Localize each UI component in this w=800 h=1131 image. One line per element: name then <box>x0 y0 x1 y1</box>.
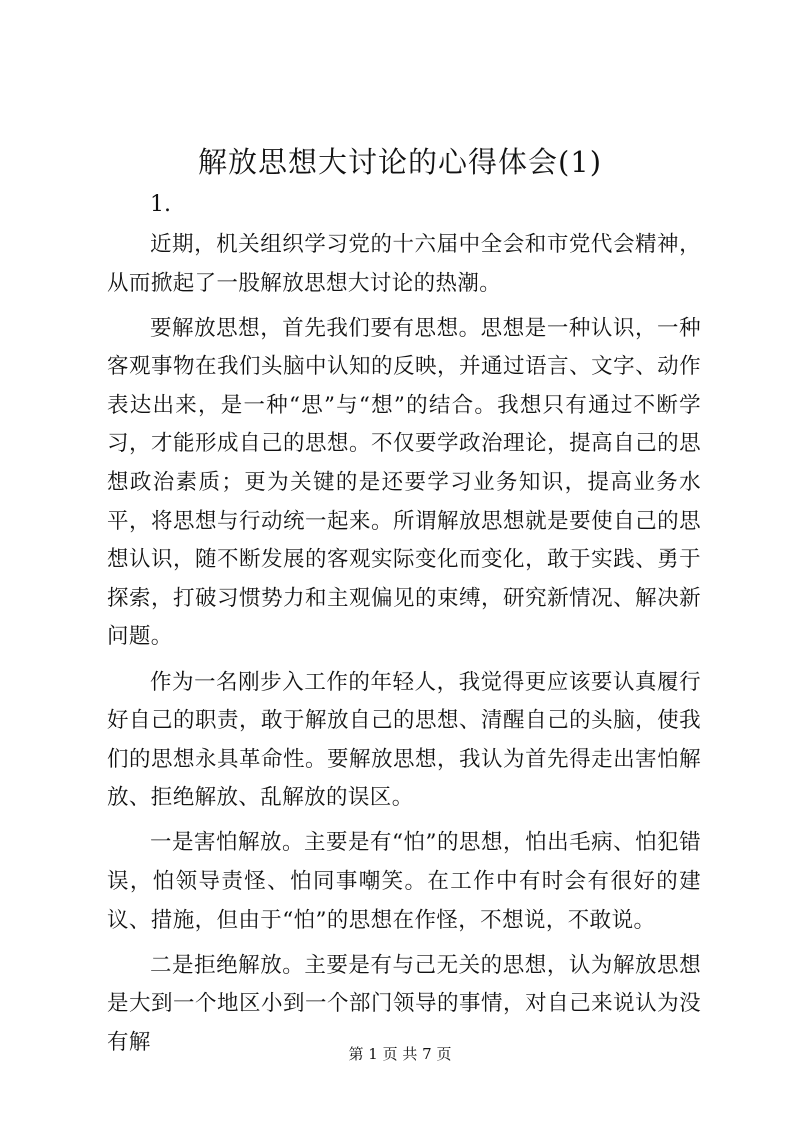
document-body <box>107 226 701 1069</box>
paragraph: 作为一名刚步入工作的年轻人，我觉得更应该要认真履行好自己的职责，敢于解放自己的思想、清醒自己的头脑，使我们的思想永具革命性。要解放思想，我认为首先得走出害怕解放、拒绝解放、乱解放的误区。 <box>107 669 701 811</box>
paragraph: 要解放思想，首先我们要有思想。思想是一种认识，一种客观事物在我们头脑中认知的反映，并通过语言、文字、动作表达出来，是一种“思”与“想”的结合。我想只有通过不断学习，才能形成自己的思想。不仅要学政治理论，提高自己的思想政治素质；更为关键的是还要学习业务知识，提高业务水平，将思想与行动统一起来。所谓解放思想就是要使自己的思想认识，随不断发展的客观实际变化而变化，敢于实践、勇于探索，打破习惯势力和主观偏见的束缚，研究新情况、解决新问题。 <box>107 315 701 650</box>
paragraph: 二是拒绝解放。主要是有与己无关的思想，认为解放思想是大到一个地区小到一个部门领导的事情，对自己来说认为没有解 <box>107 952 701 1055</box>
paragraph: 近期，机关组织学习党的十六届中全会和市党代会精神，从而掀起了一股解放思想大讨论的热潮。 <box>107 232 701 296</box>
paragraph: 一是害怕解放。主要是有“怕”的思想，怕出毛病、怕犯错误，怕领导责怪、怕同事嘲笑。在工作中有时会有很好的建议、措施，但由于“怕”的思想在作怪，不想说，不敢说。 <box>107 830 701 933</box>
document-title: 解放思想大讨论的心得体会(1) <box>197 145 603 179</box>
item-number: 1. <box>150 192 171 217</box>
page-footer: 第 1 页 共 7 页 <box>348 1045 452 1063</box>
